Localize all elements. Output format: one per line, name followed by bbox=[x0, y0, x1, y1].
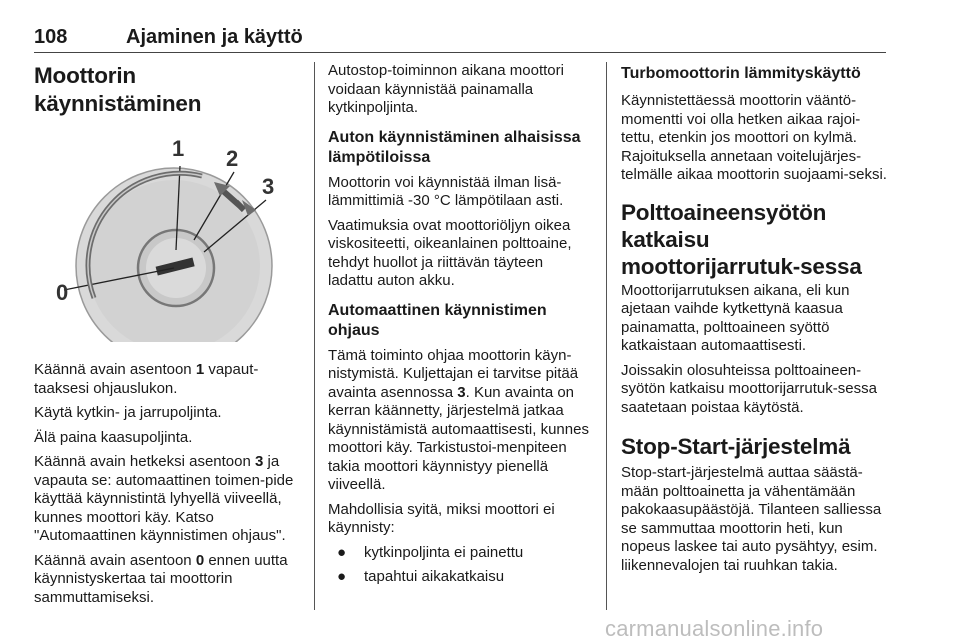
paragraph: Vaatimuksia ovat moottoriöljyn oikea viskositeetti, oikeanlainen polttoaine, tehdyt huollot ja riittävän täyteen ladattu auton akku. bbox=[328, 216, 572, 289]
ignition-switch-figure bbox=[34, 130, 302, 342]
paragraph: Joissakin olosuhteissa polttoaineen-syötön katkaisu moottorijarrutuk-sessa saatetaan poistaa käytöstä. bbox=[621, 361, 877, 416]
paragraph: Moottorijarrutuksen aikana, eli kun ajetaan vaihde kytkettynä kaasua painamatta, polttoaineen syöttö katkaistaan automaattisesti. bbox=[621, 281, 850, 354]
paragraph: Mahdollisia syitä, miksi moottori ei käynnisty: bbox=[328, 500, 555, 536]
paragraph: Käännä avain asentoon 1 vapaut-taaksesi ohjauslukon. bbox=[34, 361, 259, 397]
paragraph: Käytä kytkin- ja jarrupoljinta. bbox=[34, 404, 222, 421]
label-position-0: 0 bbox=[56, 280, 69, 305]
paragraph: Tämä toiminto ohjaa moottorin käyn-nistymistä. Kuljettajan ei tarvitse pitää avainta asennossa 3. Kun avainta on kerran käännetty, järjestelmä jatkaa käynnistämistä automaattisesti, kunnes moottori käy. Tarkistustoi-menpiteen takia moottori käynnistyy pienellä viiveellä. bbox=[328, 346, 589, 493]
label-position-1: 1 bbox=[172, 136, 185, 161]
paragraph: Älä paina kaasupoljinta. bbox=[34, 428, 193, 446]
heading-stop-start: Stop-Start-järjestelmä bbox=[621, 434, 851, 459]
column-1 bbox=[34, 62, 302, 613]
heading-turbo-warmup: Turbomoottorin lämmityskäyttö bbox=[621, 65, 861, 82]
bullet-icon: ● bbox=[337, 543, 347, 561]
paragraph: Stop-start-järjestelmä auttaa säästä-mään polttoainetta ja vähentämään pakokaasupäästöjä. Tilanteen salliessa se sammuttaa moottorin heti, kun nopeus laskee tai auto pysähtyy, esim. liikennevalojen tai ruuhkan takia. bbox=[621, 464, 882, 574]
heading-auto-starter: Automaattinen käynnistimen ohjaus bbox=[328, 301, 547, 339]
paragraph: Autostop-toiminnon aikana moottori voidaan käynnistää painamalla kytkinpoljinta. bbox=[328, 62, 564, 116]
paragraph: Moottorin voi käynnistää ilman lisä-lämmittimiä -30 °C lämpötilaan asti. bbox=[328, 173, 564, 209]
paragraph: Käynnistettäessä moottorin vääntö-momentti voi olla hetken aikaa rajoi-tettu, etenkin jos moottori on kylmä. Rajoituksella annetaan voitelujärjes-telmälle aikaa moottorin suojaami-seksi. bbox=[621, 92, 887, 183]
column-3 bbox=[621, 62, 889, 581]
bullet-icon: ● bbox=[337, 568, 347, 585]
watermark: carmanualsonline.info bbox=[605, 616, 824, 641]
column-divider-right bbox=[606, 62, 607, 610]
column-2 bbox=[328, 62, 592, 593]
label-position-2: 2 bbox=[226, 146, 239, 171]
chapter-title: Ajaminen ja käyttö bbox=[126, 26, 303, 48]
list-item: ● tapahtui aikakatkaisu bbox=[337, 568, 505, 585]
reasons-list bbox=[328, 544, 592, 587]
heading-fuel-cutoff: Polttoaineensyötön katkaisu moottorijarrutuk-sessa bbox=[621, 199, 862, 279]
page-number: 108 bbox=[34, 26, 68, 48]
paragraph: Käännä avain asentoon 0 ennen uutta käynnistyskertaa tai moottorin sammuttamiseksi. bbox=[34, 551, 288, 606]
section-title-engine-start: Moottorin käynnistäminen bbox=[34, 63, 202, 116]
list-item: ● kytkinpoljinta ei painettu bbox=[337, 543, 524, 561]
heading-cold-start: Auton käynnistäminen alhaisissa lämpötiloissa bbox=[328, 128, 581, 166]
label-position-3: 3 bbox=[262, 174, 275, 199]
paragraph: Käännä avain hetkeksi asentoon 3 ja vapauta se: automaattinen toimen-pide käyttää käynnistintä lyhyellä viiveellä, kunnes moottori käy. Katso "Automaattinen käynnistimen ohjaus". bbox=[34, 453, 294, 544]
column-divider-left bbox=[314, 62, 315, 610]
page-header bbox=[34, 26, 886, 53]
